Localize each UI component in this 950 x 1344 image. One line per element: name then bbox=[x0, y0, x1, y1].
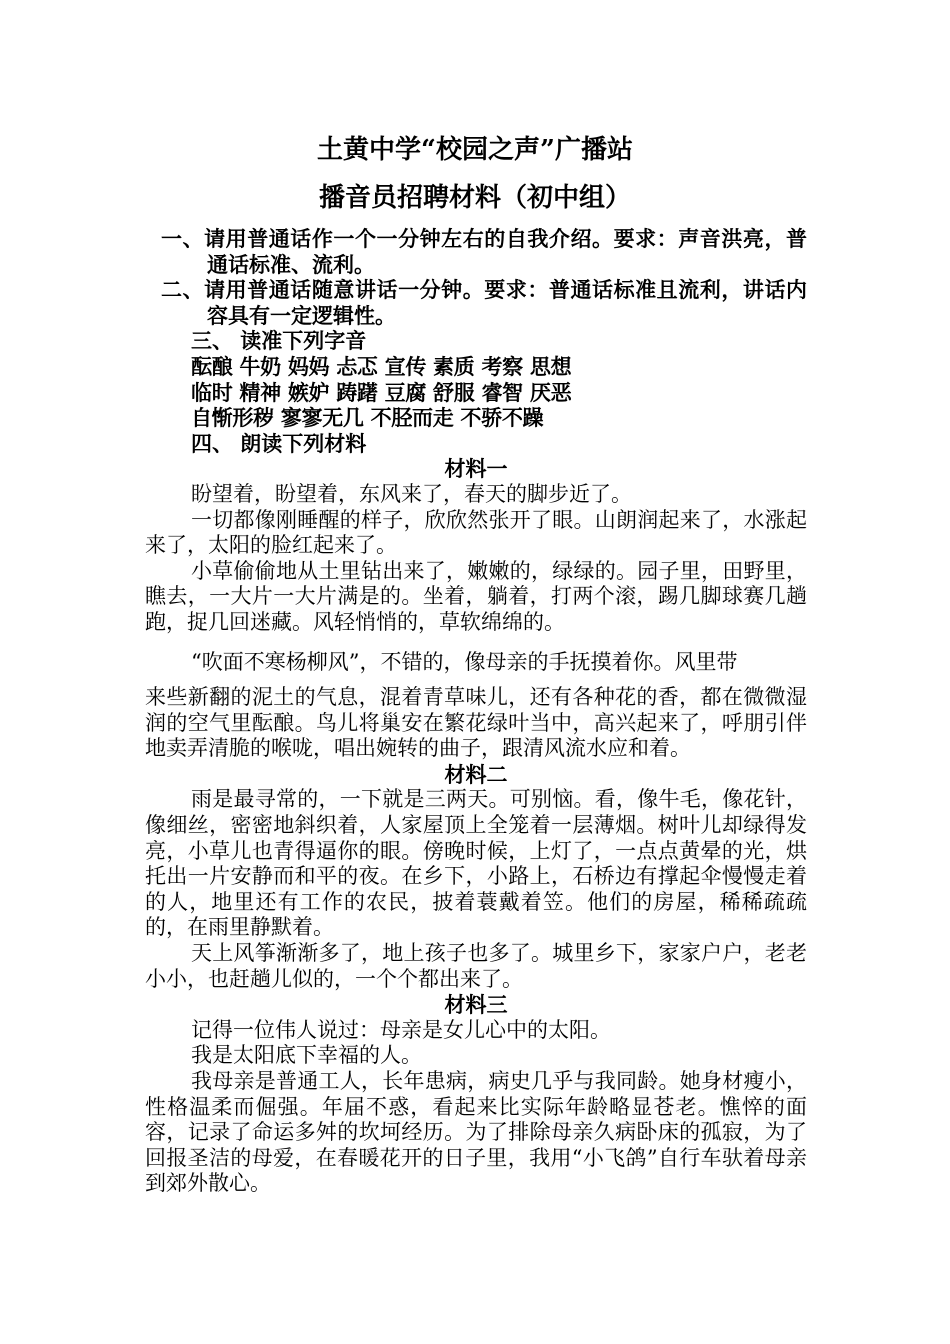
section-4-heading: 四、 朗读下列材料 bbox=[191, 430, 367, 456]
material-3-paragraph: 记得一位伟人说过：母亲是女儿心中的太阳。 bbox=[191, 1017, 611, 1042]
word-line-2: 临时 精神 嫉妒 踌躇 豆腐 舒服 睿智 厌恶 bbox=[191, 379, 572, 405]
material-1-paragraph: 小草偷偷地从土里钻出来了，嫩嫩的，绿绿的。园子里，田野里，瞧去，一大片一大片满是的。坐着，躺着，打两个滚，踢几脚球赛几趟跑，捉几回迷藏。风轻悄悄的，草软绵绵的。 bbox=[145, 558, 807, 634]
material-1-paragraph: “吹面不寒杨柳风”，不错的，像母亲的手抚摸着你。风里带 bbox=[191, 649, 738, 674]
section-3-heading: 三、 读准下列字音 bbox=[191, 328, 367, 354]
material-2-paragraph: 雨是最寻常的，一下就是三两天。可别恼。看，像牛毛，像花针，像细丝，密密地斜织着，人家屋顶上全笼着一层薄烟。树叶儿却绿得发亮，小草儿也青得逼你的眼。傍晚时候，上灯了，一点点黄晕的光，烘托出一片安静而和平的夜。在乡下，小路上，石桥边有撑起伞慢慢走着的人，地里还有工作的农民，披着蓑戴着笠。他们的房屋，稀稀疏疏的，在雨里静默着。 bbox=[145, 787, 807, 940]
material-1-paragraph: 一切都像刚睡醒的样子，欣欣然张开了眼。山朗润起来了，水涨起来了，太阳的脸红起来了。 bbox=[145, 507, 807, 558]
word-line-3: 自惭形秽 寥寥无几 不胫而走 不骄不躁 bbox=[191, 405, 544, 431]
material-1-paragraph: 盼望着，盼望着，东风来了，春天的脚步近了。 bbox=[191, 481, 632, 506]
material-3-paragraph: 我母亲是普通工人，长年患病，病史几乎与我同龄。她身材瘦小，性格温柔而倔强。年届不惑，看起来比实际年龄略显苍老。憔悴的面容，记录了命运多舛的坎坷经历。为了排除母亲久病卧床的孤寂，为了回报圣洁的母爱，在春暖花开的日子里，我用“小飞鸽”自行车驮着母亲到郊外散心。 bbox=[145, 1069, 807, 1196]
requirement-2: 二、请用普通话随意讲话一分钟。要求：普通话标准且流利，讲话内容具有一定逻辑性。 bbox=[161, 277, 807, 328]
word-line-1: 酝酿 牛奶 妈妈 忐忑 宣传 素质 考察 思想 bbox=[191, 353, 572, 379]
material-3-heading: 材料三 bbox=[444, 992, 508, 1018]
document-subtitle: 播音员招聘材料（初中组） bbox=[318, 183, 631, 213]
requirement-1: 一、请用普通话作一个一分钟左右的自我介绍。要求：声音洪亮，普通话标准、流利。 bbox=[161, 226, 807, 277]
material-1-heading: 材料一 bbox=[444, 456, 508, 482]
document-title: 土黄中学“校园之声”广播站 bbox=[317, 135, 633, 165]
document-body bbox=[145, 226, 807, 1197]
material-1-paragraph: 来些新翻的泥土的气息，混着青草味儿，还有各种花的香，都在微微湿润的空气里酝酿。鸟儿将巢安在繁花绿叶当中，高兴起来了，呼朋引伴地卖弄清脆的喉咙，唱出婉转的曲子，跟清风流水应和着。 bbox=[145, 685, 807, 761]
material-2-paragraph: 天上风筝渐渐多了，地上孩子也多了。城里乡下，家家户户，老老小小，也赶趟儿似的，一个个都出来了。 bbox=[145, 941, 807, 991]
material-3-paragraph: 我是太阳底下幸福的人。 bbox=[191, 1043, 422, 1068]
material-2-heading: 材料二 bbox=[444, 761, 508, 787]
